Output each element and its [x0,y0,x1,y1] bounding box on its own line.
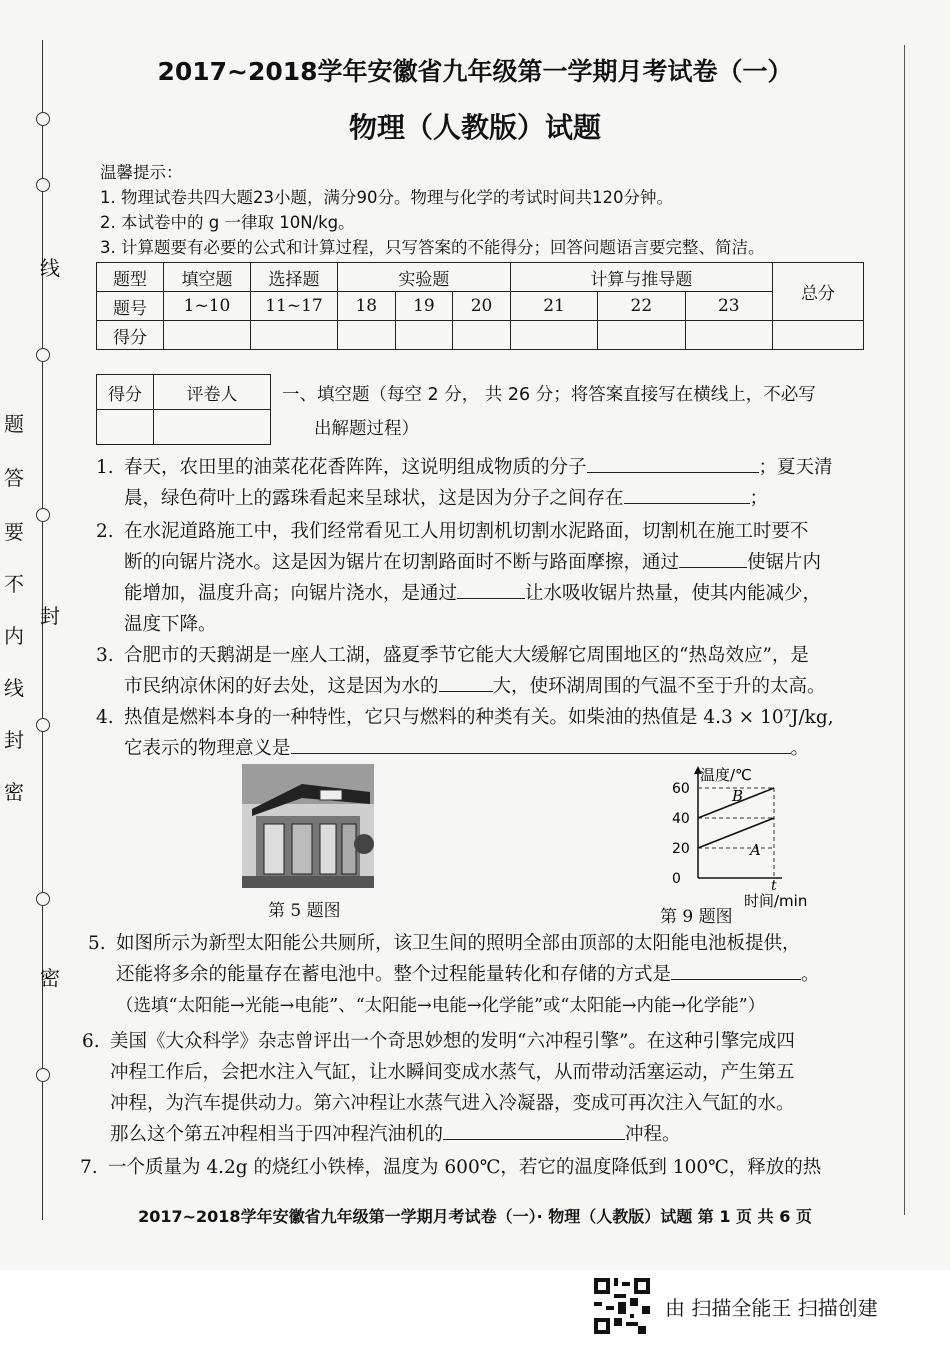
binding-char: 封 [40,604,60,628]
tips-block [100,160,765,260]
score-header-cell: 实验题 [338,263,511,292]
score-cell: 1~10 [164,292,251,321]
score-cell: 22 [598,292,685,321]
qr-code [594,1278,650,1334]
question-number: 4. [96,707,114,728]
score-table [96,262,864,350]
question-text: 市民纳凉休闲的好去处，这是因为水的 [124,676,439,697]
section-heading [282,378,816,446]
binding-char: 密 [40,966,60,990]
question-text: 大，使环湖周围的气温不至于升的太高。 [492,676,826,697]
binding-char: 题 [4,412,24,436]
binding-hole [36,892,50,906]
binding-char: 封 [4,728,24,752]
score-empty-cell [453,321,511,350]
exam-title: 2017~2018学年安徽省九年级第一学期月考试卷（一） [157,57,793,86]
question-text: 春天，农田里的油菜花花香阵阵，这说明组成物质的分子 [124,457,587,478]
section-line: 出解题过程） [314,419,419,439]
solar-toilet-photo [242,764,374,888]
answer-blank[interactable] [624,483,750,504]
answer-blank[interactable] [443,1119,625,1140]
binding-char: 线 [40,256,60,280]
question-text: 晨，绿色荷叶上的露珠看起来呈球状，这是因为分子之间存在 [124,488,624,509]
t-label: t [771,878,777,894]
question-2 [96,516,876,640]
question-text: 。 [790,738,810,759]
binding-hole [36,508,50,522]
question-text: 热值是燃料本身的一种特性，它只与燃料的种类有关。如柴油的热值是 4.3 × 10⁷J/kg, [124,707,834,728]
score-header-cell: 选择题 [251,263,338,292]
score-empty-cell [598,321,685,350]
question-5 [88,928,888,1022]
series-label-b: B [732,787,744,805]
question-4 [96,702,876,764]
scanner-watermark-text: 由 扫描全能王 扫描创建 [665,1296,878,1320]
tip-item: 1. 物理试卷共四大题23小题，满分90分。物理与化学的考试时间共120分钟。 [100,188,673,207]
score-header-cell: 填空题 [164,263,251,292]
grader-cell: 得分 [97,375,154,410]
score-cell: 23 [685,292,772,321]
tip-item: 2. 本试卷中的 g 一律取 10N/kg。 [100,213,355,232]
score-cell: 20 [453,292,511,321]
y-tick-label: 20 [672,841,690,857]
question-text: 冲程。 [625,1124,681,1145]
binding-char: 不 [4,572,24,596]
exam-subtitle: 物理（人教版）试题 [348,111,601,144]
question-number: 1. [96,457,114,478]
question-7 [80,1152,860,1183]
binding-hole [36,718,50,732]
question-text: 一个质量为 4.2g 的烧红小铁棒，温度为 600℃，若它的温度降低到 100℃，释放的热 [108,1157,822,1178]
page-footer: 2017~2018学年安徽省九年级第一学期月考试卷（一）· 物理（人教版）试题 第 1 页 共 6 页 [138,1207,812,1226]
binding-hole [36,348,50,362]
score-cell: 21 [510,292,597,321]
score-cell: 11~17 [251,292,338,321]
question-number: 7. [80,1157,98,1178]
figure-5-caption: 第 5 题图 [268,901,341,921]
question-text: 冲程，为汽车提供动力。第六冲程让水蒸气进入冷凝器，变成可再次注入气缸的水。 [110,1093,795,1114]
question-text: 在水泥道路施工中，我们经常看见工人用切割机切割水泥路面，切割机在施工时要不 [124,521,809,542]
figure-9-caption: 第 9 题图 [660,907,733,927]
answer-blank[interactable] [457,578,525,599]
answer-blank[interactable] [671,959,801,980]
question-number: 5. [88,933,106,954]
question-text: 温度下降。 [124,614,217,635]
question-text: 断的向锯片浇水。这是因为锯片在切割路面时不断与路面摩擦，通过 [124,552,680,573]
binding-margin [0,0,70,1270]
score-cell: 19 [395,292,453,321]
binding-char: 要 [4,520,24,544]
answer-blank[interactable] [587,452,759,473]
question-3 [96,640,876,702]
score-empty-cell [773,321,864,350]
grader-cell: 评卷人 [154,375,271,410]
question-text: 美国《大众科学》杂志曾评出一个奇思妙想的发明“六冲程引擎”。在这种引擎完成四 [110,1031,795,1052]
temperature-time-graph [660,764,830,914]
binding-char: 密 [4,780,24,804]
score-empty-cell [164,321,251,350]
question-text: ； [749,488,769,509]
question-text: 它表示的物理意义是 [124,738,291,759]
question-text: 如图所示为新型太阳能公共厕所，该卫生间的照明全部由顶部的太阳能电池板提供， [116,933,801,954]
score-empty-cell [251,321,338,350]
tip-item: 3. 计算题要有必要的公式和计算过程，只写答案的不能得分；回答问题语言要完整、简洁。 [100,238,765,257]
score-cell: 得分 [97,321,164,350]
question-number: 6. [82,1031,100,1052]
question-text: （选填“太阳能→光能→电能”、“太阳能→电能→化学能”或“太阳能→内能→化学能”） [116,996,766,1016]
score-empty-cell [338,321,396,350]
series-line-a [698,818,774,848]
question-text: 使锯片内 [747,552,822,573]
score-empty-cell [510,321,597,350]
grader-table [96,374,271,445]
score-header-cell: 计算与推导题 [510,263,772,292]
question-1 [96,452,876,514]
question-text: 还能将多余的能量存在蓄电池中。整个过程能量转化和存储的方式是 [116,964,672,985]
question-text: 合肥市的天鹅湖是一座人工湖，盛夏季节它能大大缓解它周围地区的“热岛效应”，是 [124,645,809,666]
binding-hole [36,178,50,192]
right-margin-line [904,45,905,1215]
grader-empty-cell [154,410,271,445]
answer-blank[interactable] [439,671,493,692]
score-cell: 题号 [97,292,164,321]
series-label-a: A [750,841,761,859]
question-text: 能增加，温度升高；向锯片浇水，是通过 [124,583,458,604]
score-header-cell: 总分 [773,263,864,321]
question-text: 。 [801,964,820,985]
answer-blank[interactable] [679,547,747,568]
score-empty-cell [395,321,453,350]
question-text: 让水吸收锯片热量，使其内能减少， [525,583,822,604]
grader-empty-cell [97,410,154,445]
tips-heading: 温馨提示： [100,163,183,182]
y-tick-label: 60 [672,781,690,797]
question-text: 冲程工作后，会把水注入气缸，让水瞬间变成水蒸气，从而带动活塞运动，产生第五 [110,1062,795,1083]
x-axis-label: 时间/min [744,892,808,910]
score-empty-cell [685,321,772,350]
question-number: 2. [96,521,114,542]
score-cell: 18 [338,292,396,321]
y-tick-label: 0 [672,871,681,887]
binding-char: 内 [4,624,24,648]
question-number: 3. [96,645,114,666]
section-line: 一、填空题（每空 2 分， 共 26 分；将答案直接写在横线上，不必写 [282,385,816,405]
answer-blank[interactable] [291,733,791,754]
binding-char: 线 [4,676,24,700]
question-6 [82,1026,862,1150]
question-text: 那么这个第五冲程相当于四冲程汽油机的 [110,1124,444,1145]
y-tick-label: 40 [672,811,690,827]
binding-hole [36,1068,50,1082]
y-axis-label: 温度/℃ [700,766,752,784]
binding-line [42,40,43,1220]
score-header-cell: 题型 [97,263,164,292]
binding-char: 答 [4,466,24,490]
question-text: ；夏天清 [758,457,833,478]
